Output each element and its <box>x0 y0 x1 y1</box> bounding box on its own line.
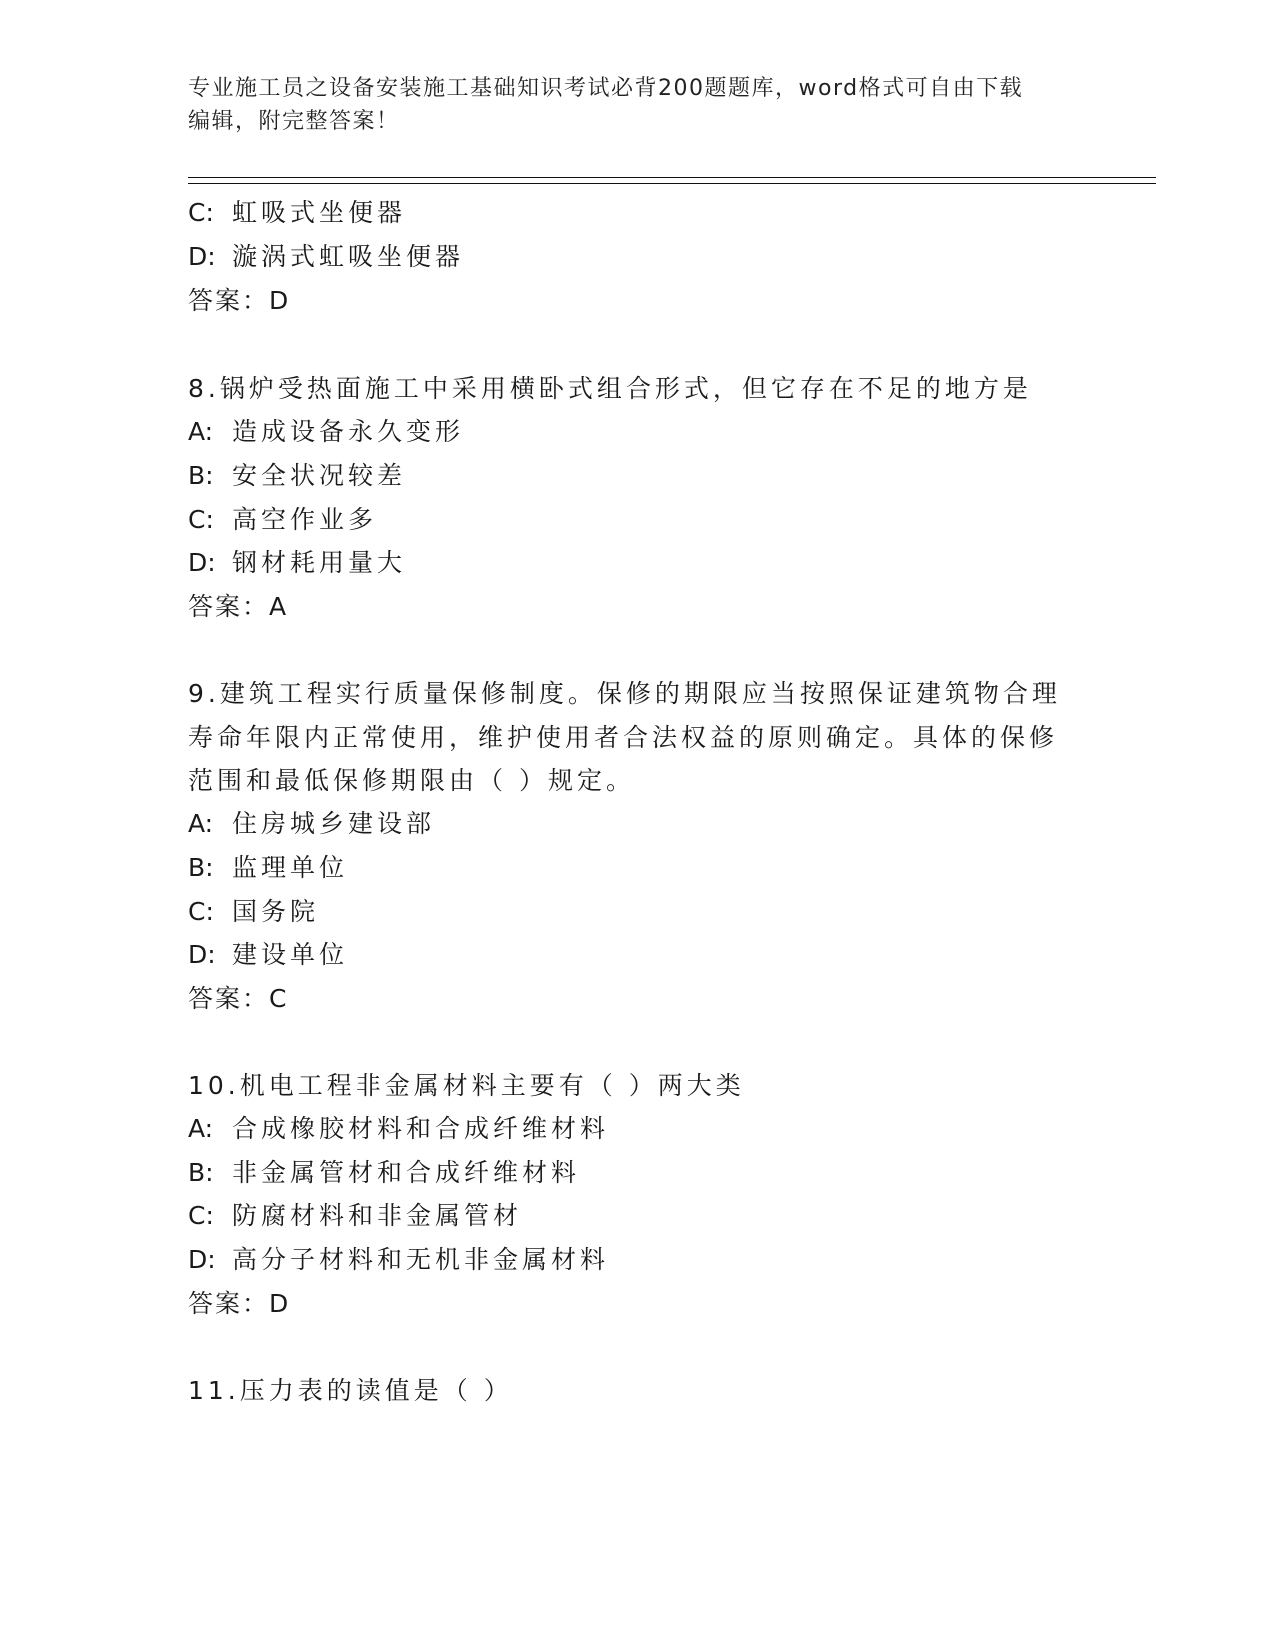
option-c <box>188 892 319 928</box>
answer-value: D <box>269 1289 291 1318</box>
option-text: 防腐材料和非金属管材 <box>232 1201 523 1230</box>
question-11-text: 11.压力表的读值是（ ） <box>188 1376 513 1405</box>
option-key: B: <box>188 853 214 882</box>
answer-label: 答案： <box>188 1289 270 1318</box>
answer-label: 答案： <box>188 592 270 621</box>
header-line-2: 编辑，附完整答案！ <box>188 109 400 134</box>
option-key: C: <box>188 897 214 926</box>
document-header <box>188 72 1088 138</box>
header-line-1: 专业施工员之设备安装施工基础知识考试必背200题题库，word格式可自由下载 <box>188 76 1024 101</box>
answer-value: D <box>269 286 291 315</box>
question-10-text: 10.机电工程非金属材料主要有（ ）两大类 <box>188 1071 745 1100</box>
answer-label: 答案： <box>188 984 270 1013</box>
option-c <box>188 193 406 229</box>
option-text: 国务院 <box>232 897 320 926</box>
option-text: 漩涡式虹吸坐便器 <box>232 242 465 271</box>
option-key: C: <box>188 1201 214 1230</box>
header-divider-top <box>188 177 1156 178</box>
option-a <box>188 804 435 840</box>
option-text: 高空作业多 <box>232 505 378 534</box>
answer-label: 答案： <box>188 286 270 315</box>
option-text: 监理单位 <box>232 853 349 882</box>
option-text: 造成设备永久变形 <box>232 417 465 446</box>
option-d <box>188 1240 609 1276</box>
option-text: 虹吸式坐便器 <box>232 198 407 227</box>
option-c <box>188 1196 522 1232</box>
option-key: A: <box>188 417 214 446</box>
answer-value: C <box>269 984 289 1013</box>
answer-line <box>188 979 288 1015</box>
option-key: D: <box>188 242 216 271</box>
answer-line <box>188 587 288 623</box>
option-key: D: <box>188 548 216 577</box>
option-text: 合成橡胶材料和合成纤维材料 <box>232 1114 610 1143</box>
option-a <box>188 1109 609 1145</box>
option-text: 住房城乡建设部 <box>232 809 436 838</box>
option-key: D: <box>188 1245 216 1274</box>
question-8-text: 8.锅炉受热面施工中采用横卧式组合形式，但它存在不足的地方是 <box>188 374 1032 403</box>
option-key: D: <box>188 940 216 969</box>
option-c <box>188 500 377 536</box>
option-text: 非金属管材和合成纤维材料 <box>232 1158 581 1187</box>
question-9-text-line-2: 寿命年限内正常使用，维护使用者合法权益的原则确定。具体的保修 <box>188 723 1059 752</box>
option-a <box>188 412 464 448</box>
option-key: A: <box>188 809 214 838</box>
option-key: C: <box>188 198 214 227</box>
option-text: 高分子材料和无机非金属材料 <box>232 1245 610 1274</box>
option-key: B: <box>188 1158 214 1187</box>
option-key: C: <box>188 505 214 534</box>
question-9-text-line-3: 范围和最低保修期限由（ ）规定。 <box>188 766 635 795</box>
answer-value: A <box>269 592 289 621</box>
option-key: B: <box>188 461 214 490</box>
option-key: A: <box>188 1114 214 1143</box>
answer-line <box>188 1284 290 1320</box>
option-text: 安全状况较差 <box>232 461 407 490</box>
option-d <box>188 935 348 971</box>
option-b <box>188 1153 580 1189</box>
answer-line <box>188 281 290 317</box>
header-divider-bottom <box>188 183 1156 184</box>
option-b <box>188 848 348 884</box>
option-d <box>188 543 406 579</box>
option-text: 建设单位 <box>232 940 349 969</box>
option-b <box>188 456 406 492</box>
option-text: 钢材耗用量大 <box>232 548 407 577</box>
option-d <box>188 237 464 273</box>
question-9-text-line-1: 9.建筑工程实行质量保修制度。保修的期限应当按照保证建筑物合理 <box>188 679 1061 708</box>
